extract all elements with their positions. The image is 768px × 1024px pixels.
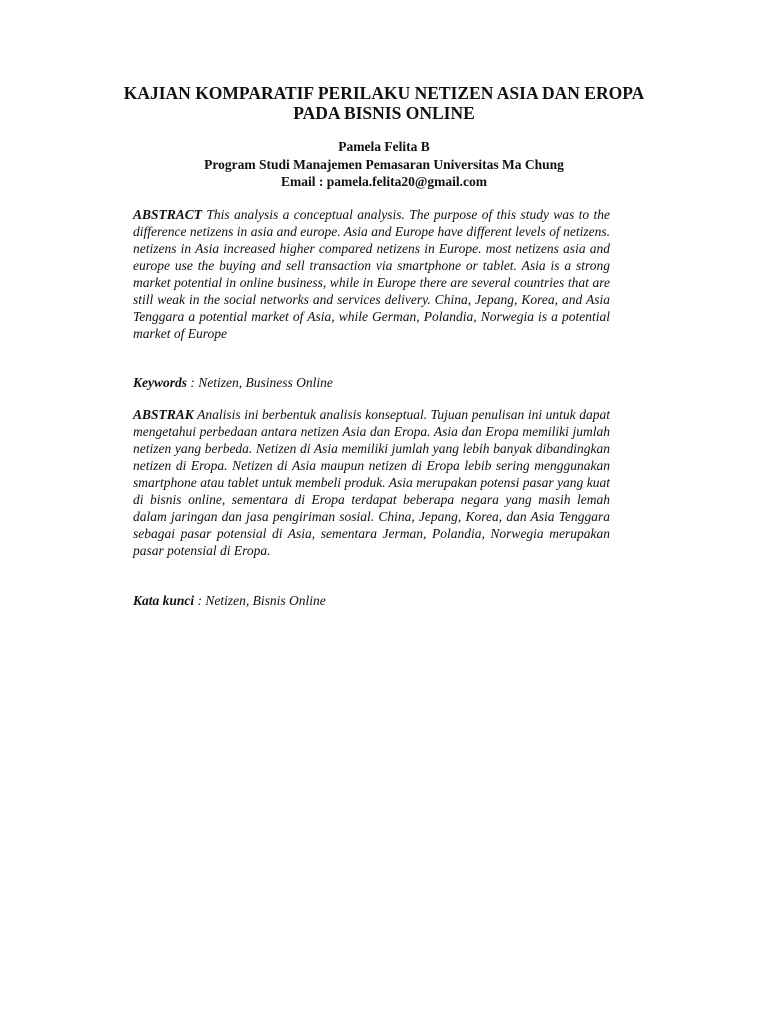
keywords-paragraph (133, 374, 610, 391)
author-block (80, 138, 688, 191)
abstract-label: ABSTRACT (133, 207, 203, 222)
keywords-label: Keywords (133, 375, 187, 390)
abstract-paragraph (133, 206, 610, 342)
kata-kunci-text: : Netizen, Bisnis Online (194, 593, 326, 608)
abstrak-label: ABSTRAK (133, 407, 194, 422)
keywords-text: : Netizen, Business Online (187, 375, 333, 390)
author-affiliation: Program Studi Manajemen Pemasaran Universitas Ma Chung (204, 156, 564, 172)
abstract-text: This analysis a conceptual analysis. The purpose of this study was to the difference netizens in asia and europe. Asia and Europe have different levels of netizens. netizens in Asia increased higher compared netizens in Europe. most netizens asia and europe use the buying and sell transaction via smartphone or tablet. Asia is a strong market potential in online business, while in Europe there are several countries that are still weak in the social networks and services delivery. China, Jepang, Korea, and Asia Tenggara a potential market of Asia, while German, Polandia, Norwegia is a potential market of Europe (133, 207, 610, 341)
abstrak-paragraph (133, 406, 610, 559)
author-email: Email : pamela.felita20@gmail.com (280, 174, 488, 189)
kata-kunci-label: Kata kunci (133, 593, 195, 608)
paper-title (80, 83, 688, 123)
title-line-1: KAJIAN KOMPARATIF PERILAKU NETIZEN ASIA DAN EROPA (123, 83, 645, 103)
kata-kunci-paragraph (133, 592, 610, 609)
title-line-2: PADA BISNIS ONLINE (293, 103, 475, 123)
author-name: Pamela Felita B (338, 139, 430, 154)
abstrak-text: Analisis ini berbentuk analisis konseptual. Tujuan penulisan ini untuk dapat mengetahui perbedaan antara netizen Asia dan Eropa. Asia dan Eropa memiliki jumlah netizen yang berbeda. Netizen di Asia memiliki jumlah yang lebih banyak dibandingkan netizen di Eropa. Netizen di Asia maupun netizen di Eropa lebib sering menggunakan smartphone atau tablet untuk membeli produk. Asia merupakan potensi pasar yang kuat di bisnis online, sementara di Eropa terdapat beberapa negara yang masih lemah dalam jaringan dan jasa pengiriman sosial. China, Jepang, Korea, dan Asia Tenggara sebagai pasar potensial di Asia, sementara Jerman, Polandia, Norwegia merupakan pasar potensial di Eropa. (133, 407, 610, 558)
